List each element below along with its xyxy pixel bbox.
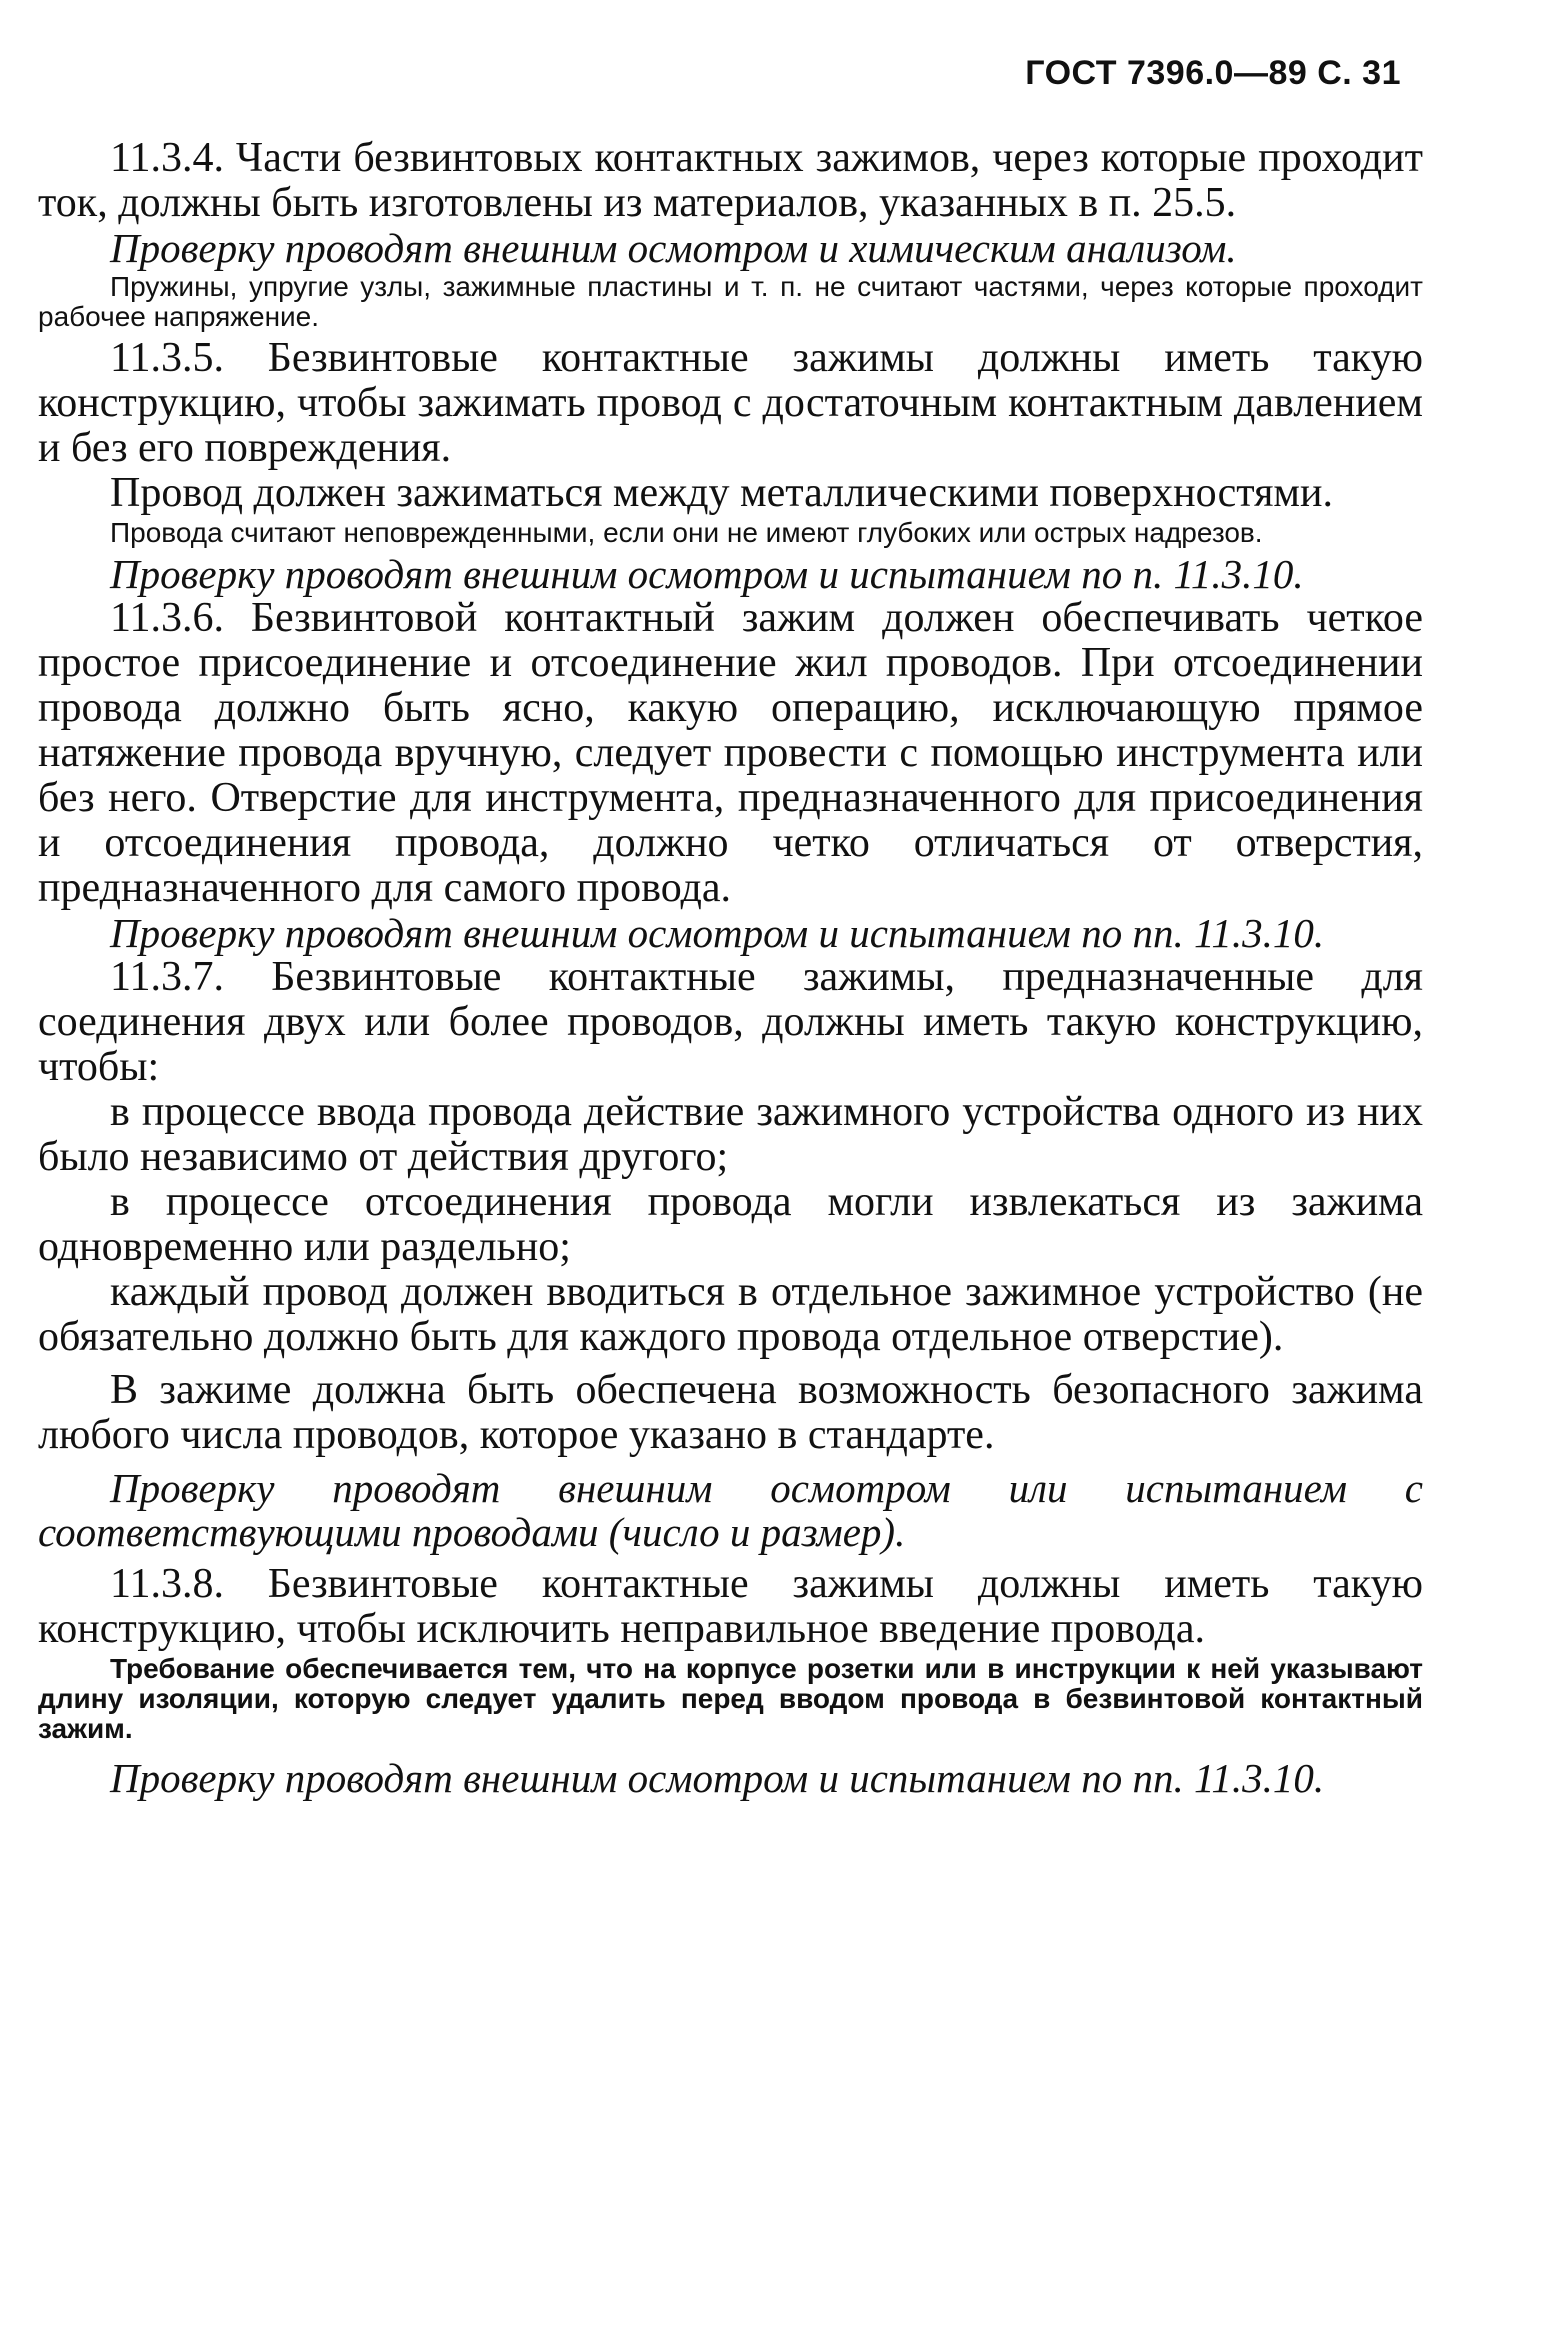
- clause-11-3-7-paragraph-2: В зажиме должна быть обеспечена возможность безопасного зажима любого числа проводов, которое указано в стандарте.: [38, 1367, 1423, 1458]
- clause-11-3-5-note: Провода считают неповрежденными, если они не имеют глубоких или острых надрезов.: [110, 517, 1263, 548]
- clause-11-3-4-check: Проверку проводят внешним осмотром и химическим анализом.: [110, 225, 1237, 271]
- clause-11-3-8-note: Требование обеспечивается тем, что на корпусе розетки или в инструкции к ней указывают длину изоляции, которую следует удалить перед вводом провода в безвинтовой контактный зажим.: [38, 1653, 1423, 1744]
- clause-11-3-6-check: Проверку проводят внешним осмотром и испытанием по пп. 11.3.10.: [110, 910, 1325, 956]
- clause-11-3-5-paragraph-2: Провод должен зажиматься между металлическими поверхностями.: [110, 470, 1333, 516]
- clause-11-3-4: 11.3.4. Части безвинтовых контактных зажимов, через которые проходит ток, должны быть изготовлены из материалов, указанных в п. 25.5.: [38, 135, 1423, 226]
- clause-11-3-5-check: Проверку проводят внешним осмотром и испытанием по п. 11.3.10.: [110, 551, 1304, 597]
- clause-11-3-8-check: Проверку проводят внешним осмотром и испытанием по пп. 11.3.10.: [110, 1755, 1325, 1801]
- clause-11-3-7: 11.3.7. Безвинтовые контактные зажимы, предназначенные для соединения двух или более проводов, должны иметь такую конструкцию, чтобы:: [38, 954, 1423, 1090]
- clause-11-3-7-item-1: в процессе ввода провода действие зажимного устройства одного из них было независимо от действия другого;: [38, 1089, 1423, 1180]
- clause-11-3-7-item-3: каждый провод должен вводиться в отдельное зажимное устройство (не обязательно должно быть для каждого провода отдельное отверстие).: [38, 1269, 1423, 1360]
- page-content: [38, 136, 1423, 1800]
- clause-11-3-5: 11.3.5. Безвинтовые контактные зажимы должны иметь такую конструкцию, чтобы зажимать провод с достаточным контактным давлением и без его повреждения.: [38, 335, 1423, 471]
- clause-11-3-6: 11.3.6. Безвинтовой контактный зажим должен обеспечивать четкое простое присоединение и отсоединение жил проводов. При отсоединении провода должно быть ясно, какую операцию, исключающую прямое натяжение провода вручную, следует провести с помощью инструмента или без него. Отверстие для инструмента, предназначенного для присоединения и отсоединения провода, должно четко отличаться от отверстия, предназначенного для самого провода.: [38, 595, 1423, 911]
- clause-11-3-7-item-2: в процессе отсоединения провода могли извлекаться из зажима одновременно или раздельно;: [38, 1179, 1423, 1270]
- clause-11-3-4-note: Пружины, упругие узлы, зажимные пластины и т. п. не считают частями, через которые проходит рабочее напряжение.: [38, 271, 1423, 332]
- clause-11-3-8: 11.3.8. Безвинтовые контактные зажимы должны иметь такую конструкцию, чтобы исключить неправильное введение провода.: [38, 1561, 1423, 1652]
- running-header: ГОСТ 7396.0—89 С. 31: [1025, 54, 1401, 92]
- clause-11-3-7-check: Проверку проводят внешним осмотром или испытанием с соответствующими проводами (число и размер).: [38, 1465, 1423, 1555]
